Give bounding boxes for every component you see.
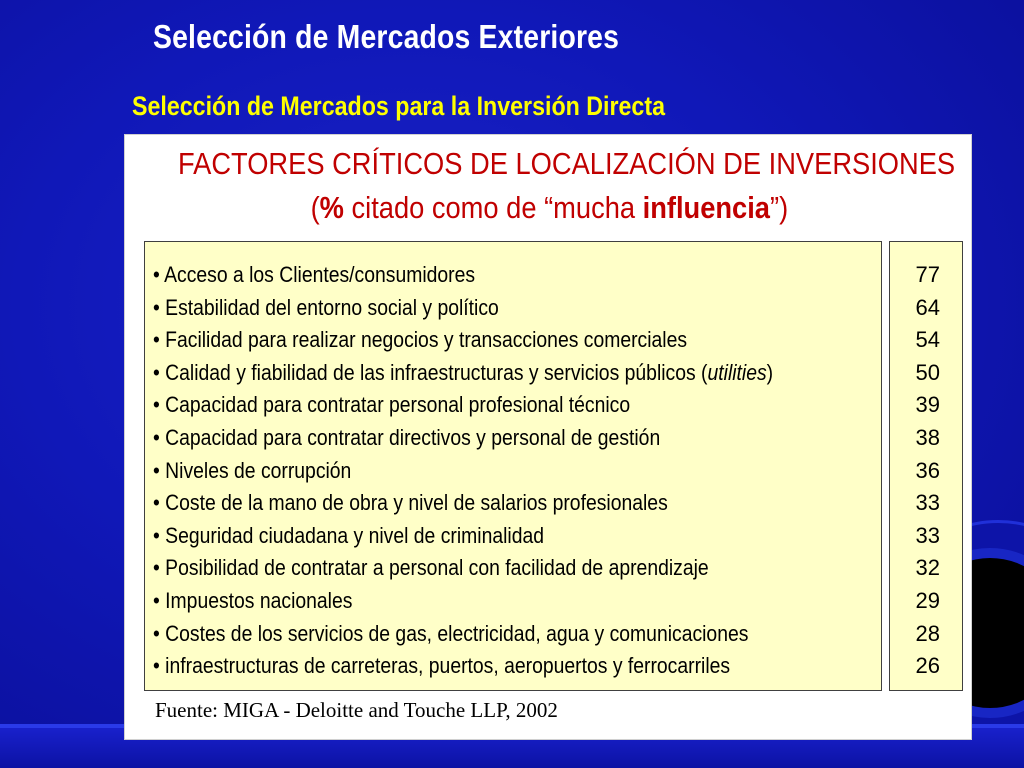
bullet-marker: • xyxy=(153,359,160,385)
factor-label: Seguridad ciudadana y nivel de criminalidad xyxy=(165,522,545,548)
bullet-marker: • xyxy=(153,490,160,516)
factor-item xyxy=(153,259,773,292)
factors-panel xyxy=(124,134,972,740)
subheading-close: ”) xyxy=(769,190,788,225)
factor-item xyxy=(153,650,773,683)
factor-label: Posibilidad de contratar a personal con facilidad de aprendizaje xyxy=(165,555,709,581)
factor-item xyxy=(153,487,773,520)
factors-box xyxy=(144,241,882,691)
factor-label: Niveles de corrupción xyxy=(165,457,352,483)
factor-value: 29 xyxy=(915,587,940,613)
bullet-marker: • xyxy=(153,555,160,581)
factor-value: 26 xyxy=(915,653,940,679)
factor-label: Facilidad para realizar negocios y transacciones comerciales xyxy=(165,327,688,353)
bullet-marker: • xyxy=(153,424,160,450)
factor-item xyxy=(153,422,773,455)
bullet-marker: • xyxy=(153,262,160,287)
source-note: Fuente: MIGA - Deloitte and Touche LLP, 2002 xyxy=(155,698,558,722)
slide-subtitle: Selección de Mercados para la Inversión Directa xyxy=(132,91,665,121)
values-box xyxy=(889,241,963,691)
slide-title: Selección de Mercados Exteriores xyxy=(153,18,620,55)
factor-label: Capacidad para contratar personal profesional técnico xyxy=(165,392,631,418)
factor-label: Calidad y fiabilidad de las infraestructuras y servicios públicos ( xyxy=(165,359,708,385)
factor-value: 38 xyxy=(915,424,940,450)
factor-label: Coste de la mano de obra y nivel de salarios profesionales xyxy=(165,490,668,516)
factor-item xyxy=(153,618,773,651)
factor-label: Capacidad para contratar directivos y personal de gestión xyxy=(165,424,661,450)
factor-item xyxy=(153,357,773,390)
factor-label: Estabilidad del entorno social y político xyxy=(165,294,499,320)
factor-label: Costes de los servicios de gas, electricidad, agua y comunicaciones xyxy=(165,620,749,646)
factor-value: 77 xyxy=(915,262,940,287)
factor-value: 54 xyxy=(915,327,940,353)
bullet-marker: • xyxy=(153,587,160,613)
subheading-mid: citado como de “mucha xyxy=(343,190,643,225)
factor-item xyxy=(153,455,773,488)
factor-value: 36 xyxy=(915,457,940,483)
factor-value: 39 xyxy=(915,392,940,418)
factor-item xyxy=(153,520,773,553)
factor-item xyxy=(153,292,773,325)
factor-label: Impuestos nacionales xyxy=(165,587,353,613)
factor-label-italic: utilities xyxy=(707,359,767,385)
panel-heading xyxy=(125,145,973,183)
factor-value: 32 xyxy=(915,555,940,581)
panel-heading-text: FACTORES CRÍTICOS DE LOCALIZACIÓN DE INVERSIONES xyxy=(177,146,956,181)
factor-value: 33 xyxy=(915,522,940,548)
subheading-open-paren: ( xyxy=(310,190,320,225)
factor-label-end: ) xyxy=(766,359,774,385)
bullet-marker: • xyxy=(153,457,160,483)
bullet-marker: • xyxy=(153,522,160,548)
panel-subheading xyxy=(125,189,973,227)
bullet-marker: • xyxy=(153,392,160,418)
factor-item xyxy=(153,389,773,422)
factor-value: 50 xyxy=(915,359,940,385)
factor-item xyxy=(153,324,773,357)
factor-value: 33 xyxy=(915,490,940,516)
subheading-bold-word: influencia xyxy=(642,190,770,225)
panel-subheading-text xyxy=(310,189,788,227)
bullet-marker: • xyxy=(153,620,160,646)
subheading-percent: % xyxy=(319,190,344,225)
bullet-marker: • xyxy=(153,653,160,679)
factor-value: 64 xyxy=(915,294,940,320)
factor-item xyxy=(153,552,773,585)
factor-value: 28 xyxy=(915,620,940,646)
bullet-marker: • xyxy=(153,294,160,320)
factor-list xyxy=(153,259,858,683)
factor-item xyxy=(153,585,773,618)
value-list xyxy=(890,259,962,683)
factor-label: Acceso a los Clientes/consumidores xyxy=(164,262,476,287)
bullet-marker: • xyxy=(153,327,160,353)
factor-label: infraestructuras de carreteras, puertos, aeropuertos y ferrocarriles xyxy=(165,653,731,679)
